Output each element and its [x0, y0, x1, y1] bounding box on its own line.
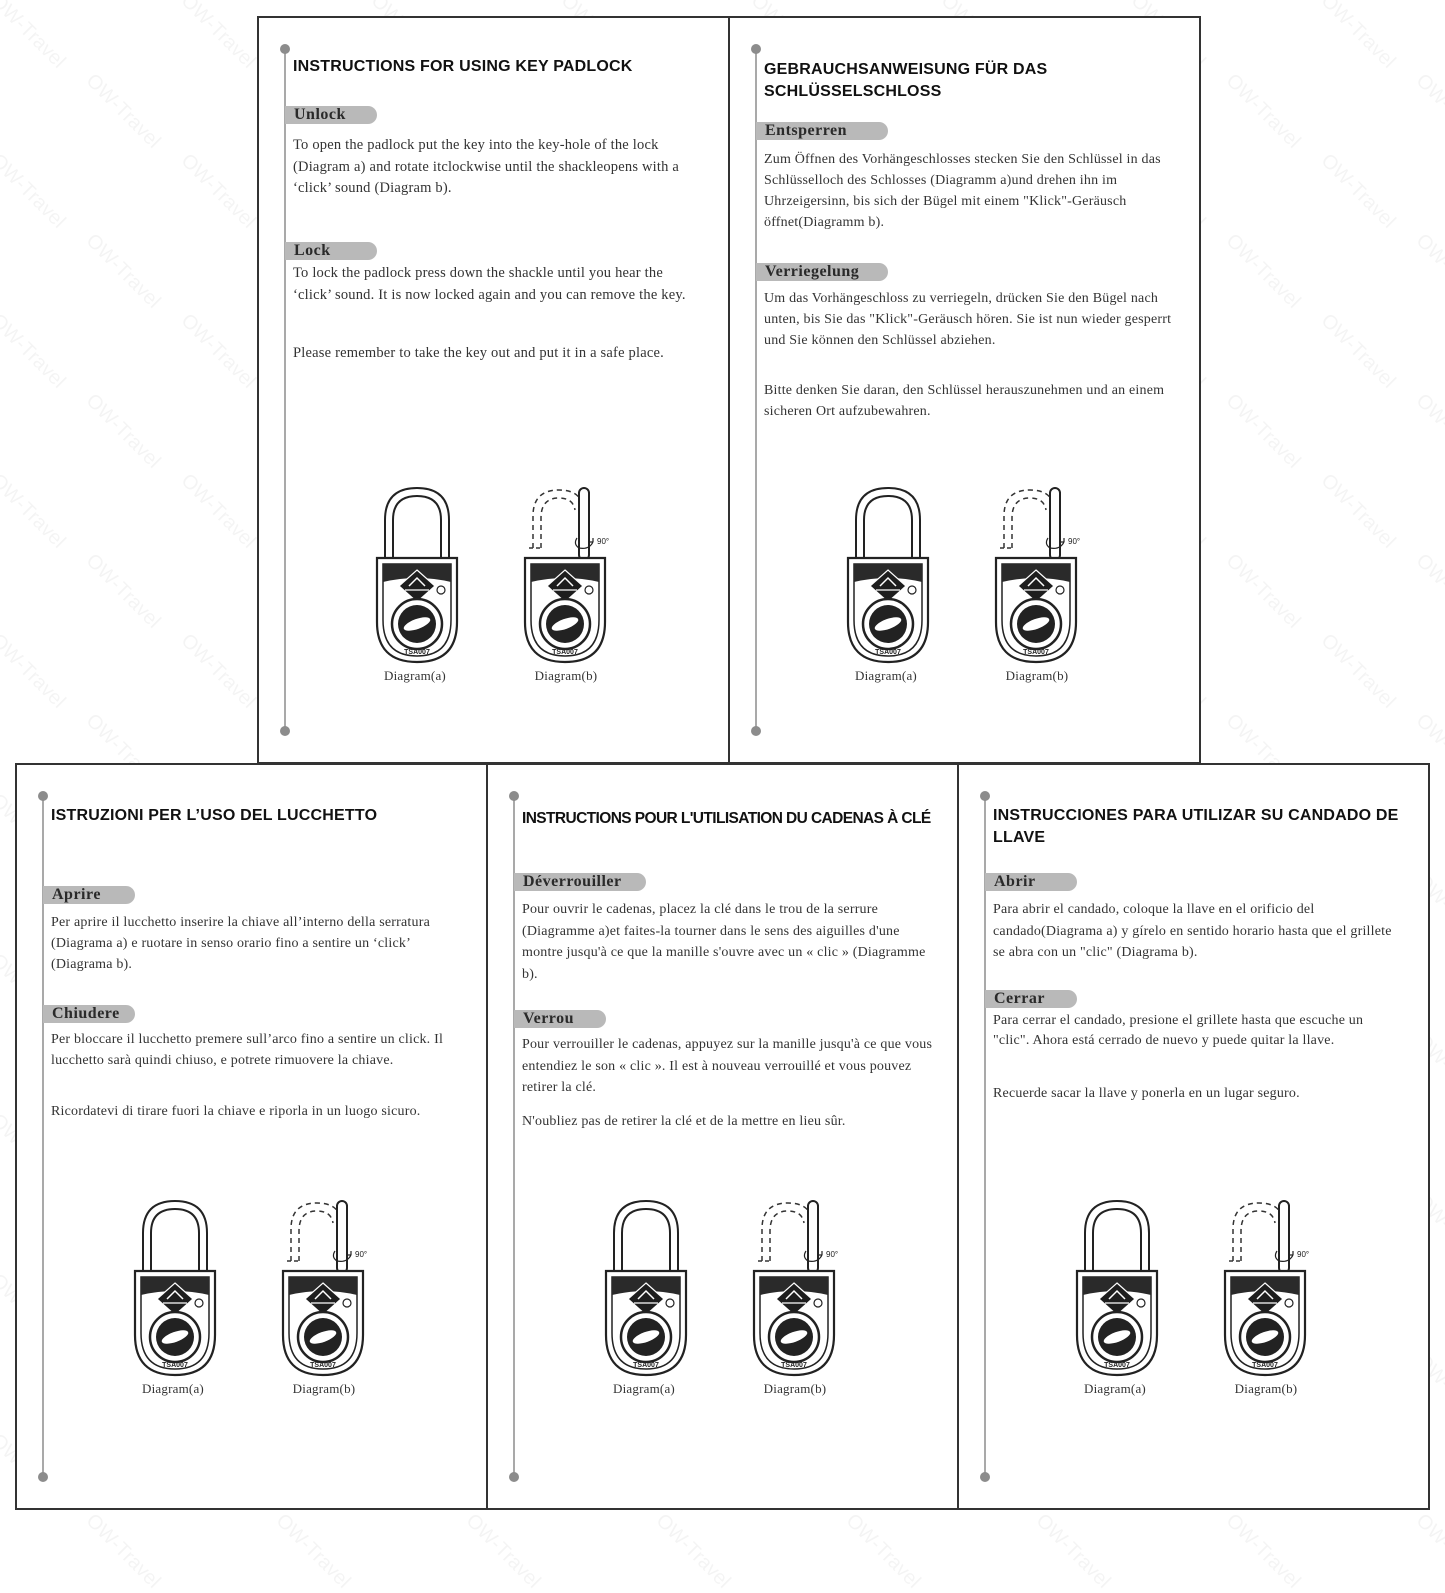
- watermark-text: [1411, 390, 1445, 474]
- lock-heading-pill: [985, 990, 1077, 1008]
- watermark-text: [1316, 150, 1400, 234]
- unlock-heading-pill: [43, 886, 135, 904]
- lock-text: Per bloccare il lucchetto premere sull’arco fino a sentire un click. Il lucchetto sarà quindi chiuso, e potrete rimuovere la chiave.: [51, 1032, 444, 1068]
- tsa-logo-text: TSA007: [1104, 1362, 1130, 1369]
- watermark-text: [176, 0, 260, 73]
- watermark-text: [0, 630, 70, 714]
- margin-rail: [755, 48, 757, 732]
- tsa-logo-text: TSA007: [633, 1362, 659, 1369]
- padlock-open-svg: [277, 1199, 369, 1379]
- tsa-logo-text: TSA007: [875, 649, 901, 656]
- watermark-text: [0, 0, 70, 73]
- rail-dot-top: [980, 791, 990, 801]
- rail-dot-bottom: [509, 1472, 519, 1482]
- unlock-heading-pill: [756, 122, 888, 140]
- watermark-text: [1316, 470, 1400, 554]
- tsa-logo-text: TSA007: [1023, 649, 1049, 656]
- watermark-text: [1316, 310, 1400, 394]
- rail-dot-top: [509, 791, 519, 801]
- watermark-text: [1221, 1510, 1305, 1593]
- padlock-closed-svg: [371, 486, 463, 666]
- padlock-closed-svg: [600, 1199, 692, 1379]
- unlock-heading: Déverrouiller: [523, 873, 622, 890]
- unlock-heading: Aprire: [52, 886, 101, 903]
- tsa-logo-text: TSA007: [1252, 1362, 1278, 1369]
- rotation-angle-label: 90°: [1297, 1250, 1310, 1259]
- caption-diagram-a: Diagram(a): [1084, 1381, 1146, 1396]
- lock-heading: Cerrar: [994, 990, 1045, 1007]
- padlock-open-svg: [519, 486, 611, 666]
- watermark-text: [1411, 550, 1445, 634]
- unlock-text: Per aprire il lucchetto inserire la chiave all’interno della serratura (Diagrama a) e ruotare in senso orario fino a sentire un ‘click’ (Diagrama b).: [51, 915, 430, 972]
- shackle-open: [1279, 1201, 1289, 1273]
- rail-dot-top: [751, 44, 761, 54]
- rotation-angle-label: 90°: [826, 1250, 839, 1259]
- watermark-text: [81, 390, 165, 474]
- reminder-text: Ricordatevi di tirare fuori la chiave e riporla in un luogo sicuro.: [51, 1104, 421, 1119]
- unlock-heading: Abrir: [994, 873, 1036, 890]
- rail-dot-bottom: [38, 1472, 48, 1482]
- lock-heading: Chiudere: [52, 1005, 120, 1022]
- lock-text: Um das Vorhängeschloss zu verriegeln, drücken Sie den Bügel nach unten, bis Sie das "Klick"-Geräusch hören. Sie ist nun wieder gesperrt und Sie können den Schlüssel abziehen.: [764, 291, 1172, 348]
- caption-diagram-b: Diagram(b): [1234, 1381, 1298, 1396]
- watermark-text: [176, 150, 260, 234]
- rail-dot-bottom: [280, 726, 290, 736]
- lock-heading-pill: [285, 242, 377, 260]
- panel-title: GEBRAUCHSANWEISUNG FÜR DAS SCHLÜSSELSCHLOSS: [764, 61, 1048, 100]
- margin-rail: [284, 48, 286, 732]
- rail-dot-bottom: [751, 726, 761, 736]
- panel-french: [486, 763, 959, 1510]
- caption-diagram-b: Diagram(b): [1005, 668, 1069, 683]
- watermark-text: [1411, 1510, 1445, 1593]
- lock-text: To lock the padlock press down the shackle until you hear the ‘click’ sound. It is now locked again and you can remove the key.: [293, 265, 686, 303]
- shackle-open: [579, 488, 589, 560]
- watermark-text: [461, 1510, 545, 1593]
- watermark-text: [271, 1510, 355, 1593]
- lock-heading-pill: [756, 263, 888, 281]
- reminder-text: Please remember to take the key out and put it in a safe place.: [293, 345, 664, 361]
- watermark-text: [1411, 230, 1445, 314]
- unlock-text: To open the padlock put the key into the key-hole of the lock (Diagram a) and rotate itclockwise until the shackleopens with a ‘click’ sound (Diagram b).: [293, 137, 680, 196]
- lock-heading-pill: [43, 1005, 135, 1023]
- shackle: [385, 488, 449, 558]
- watermark-text: [176, 630, 260, 714]
- unlock-heading-pill: [985, 873, 1077, 891]
- rotation-angle-label: 90°: [355, 1250, 368, 1259]
- watermark-text: [176, 310, 260, 394]
- padlock-closed-svg: [129, 1199, 221, 1379]
- caption-diagram-a: Diagram(a): [613, 1381, 675, 1396]
- tsa-logo-text: TSA007: [310, 1362, 336, 1369]
- watermark-text: [651, 1510, 735, 1593]
- padlock-closed-svg: [842, 486, 934, 666]
- tsa-logo-text: TSA007: [404, 649, 430, 656]
- padlock-closed-svg: [1071, 1199, 1163, 1379]
- margin-rail: [984, 795, 986, 1478]
- panel-title: ISTRUZIONI PER L’USO DEL LUCCHETTO: [51, 807, 378, 824]
- shackle: [1085, 1201, 1149, 1271]
- reminder-text: Recuerde sacar la llave y ponerla en un lugar seguro.: [993, 1086, 1300, 1101]
- watermark-text: [81, 70, 165, 154]
- caption-diagram-a: Diagram(a): [142, 1381, 204, 1396]
- caption-diagram-b: Diagram(b): [534, 668, 598, 683]
- reminder-text: N'oubliez pas de retirer la clé et de la mettre en lieu sûr.: [522, 1114, 846, 1129]
- caption-diagram-a: Diagram(a): [855, 668, 917, 683]
- unlock-heading: Unlock: [294, 106, 346, 123]
- lock-text: Pour verrouiller le cadenas, appuyez sur la manille jusqu'à ce que vous entendiez le son « clic ». Il est à nouveau verrouillé et vous pouvez retirer la clé.: [522, 1037, 933, 1095]
- panel-english: [257, 16, 730, 764]
- watermark-text: [81, 550, 165, 634]
- watermark-text: [1411, 70, 1445, 154]
- tsa-logo-text: TSA007: [162, 1362, 188, 1369]
- shackle: [856, 488, 920, 558]
- margin-rail: [513, 795, 515, 1478]
- panel-title: INSTRUCTIONS POUR L'UTILISATION DU CADENAS À CLÉ: [522, 810, 931, 827]
- watermark-text: [1031, 1510, 1115, 1593]
- reminder-text: Bitte denken Sie daran, den Schlüssel herauszunehmen und an einem sicheren Ort aufzubewahren.: [764, 383, 1165, 419]
- lock-heading: Lock: [294, 242, 331, 259]
- watermark-text: [1221, 70, 1305, 154]
- rotation-angle-label: 90°: [1068, 537, 1081, 546]
- watermark-text: [176, 470, 260, 554]
- panel-title: INSTRUCCIONES PARA UTILIZAR SU CANDADO DE LLAVE: [993, 807, 1399, 846]
- watermark-text: [81, 1510, 165, 1593]
- shackle-open: [1050, 488, 1060, 560]
- rail-dot-top: [280, 44, 290, 54]
- watermark-text: [0, 310, 70, 394]
- padlock-open-svg: [1219, 1199, 1311, 1379]
- watermark-text: [0, 150, 70, 234]
- lock-heading-pill: [514, 1010, 606, 1028]
- unlock-heading: Entsperren: [765, 122, 848, 139]
- shackle-open: [808, 1201, 818, 1273]
- rotation-angle-label: 90°: [597, 537, 610, 546]
- panel-german: [728, 16, 1201, 764]
- shackle: [614, 1201, 678, 1271]
- watermark-text: [81, 230, 165, 314]
- watermark-text: [0, 470, 70, 554]
- lock-heading: Verriegelung: [765, 263, 860, 280]
- watermark-text: [1316, 0, 1400, 73]
- shackle: [143, 1201, 207, 1271]
- tsa-logo-text: TSA007: [552, 649, 578, 656]
- panel-spanish: [957, 763, 1430, 1510]
- shackle-open: [337, 1201, 347, 1273]
- caption-diagram-b: Diagram(b): [292, 1381, 356, 1396]
- panel-title: INSTRUCTIONS FOR USING KEY PADLOCK: [293, 58, 633, 75]
- padlock-open-svg: [990, 486, 1082, 666]
- padlock-open-svg: [748, 1199, 840, 1379]
- lock-text: Para cerrar el candado, presione el grillete hasta que escuche un "clic". Ahora está cerrado de nuevo y puede quitar la llave.: [993, 1013, 1364, 1048]
- rail-dot-top: [38, 791, 48, 801]
- panel-italian: [15, 763, 488, 1510]
- rail-dot-bottom: [980, 1472, 990, 1482]
- unlock-text: Pour ouvrir le cadenas, placez la clé dans le trou de la serrure (Diagramme a)et faites-la tourner dans le sens des aiguilles d'une montre jusqu'à ce que la manille s'ouvre avec un « clic » (Diagramme b).: [522, 902, 926, 982]
- unlock-heading-pill: [285, 106, 377, 124]
- unlock-text: Zum Öffnen des Vorhängeschlosses stecken Sie den Schlüssel in das Schlüsselloch des Schlosses (Diagramm a)und drehen ihn im Uhrzeigersinn, bis sich der Bügel mit einem "Klick"-Geräusch öffnet(Diagramm b).: [764, 152, 1161, 230]
- unlock-text: Para abrir el candado, coloque la llave en el orificio del candado(Diagrama a) y gírelo en sentido horario hasta que el grillete se abra con un "clic" (Diagrama b).: [993, 902, 1392, 960]
- caption-diagram-b: Diagram(b): [763, 1381, 827, 1396]
- watermark-text: [1221, 550, 1305, 634]
- caption-diagram-a: Diagram(a): [384, 668, 446, 683]
- unlock-heading-pill: [514, 873, 646, 891]
- watermark-text: [1221, 230, 1305, 314]
- tsa-logo-text: TSA007: [781, 1362, 807, 1369]
- watermark-text: [1221, 390, 1305, 474]
- watermark-text: [841, 1510, 925, 1593]
- watermark-text: [1316, 630, 1400, 714]
- lock-heading: Verrou: [523, 1010, 574, 1027]
